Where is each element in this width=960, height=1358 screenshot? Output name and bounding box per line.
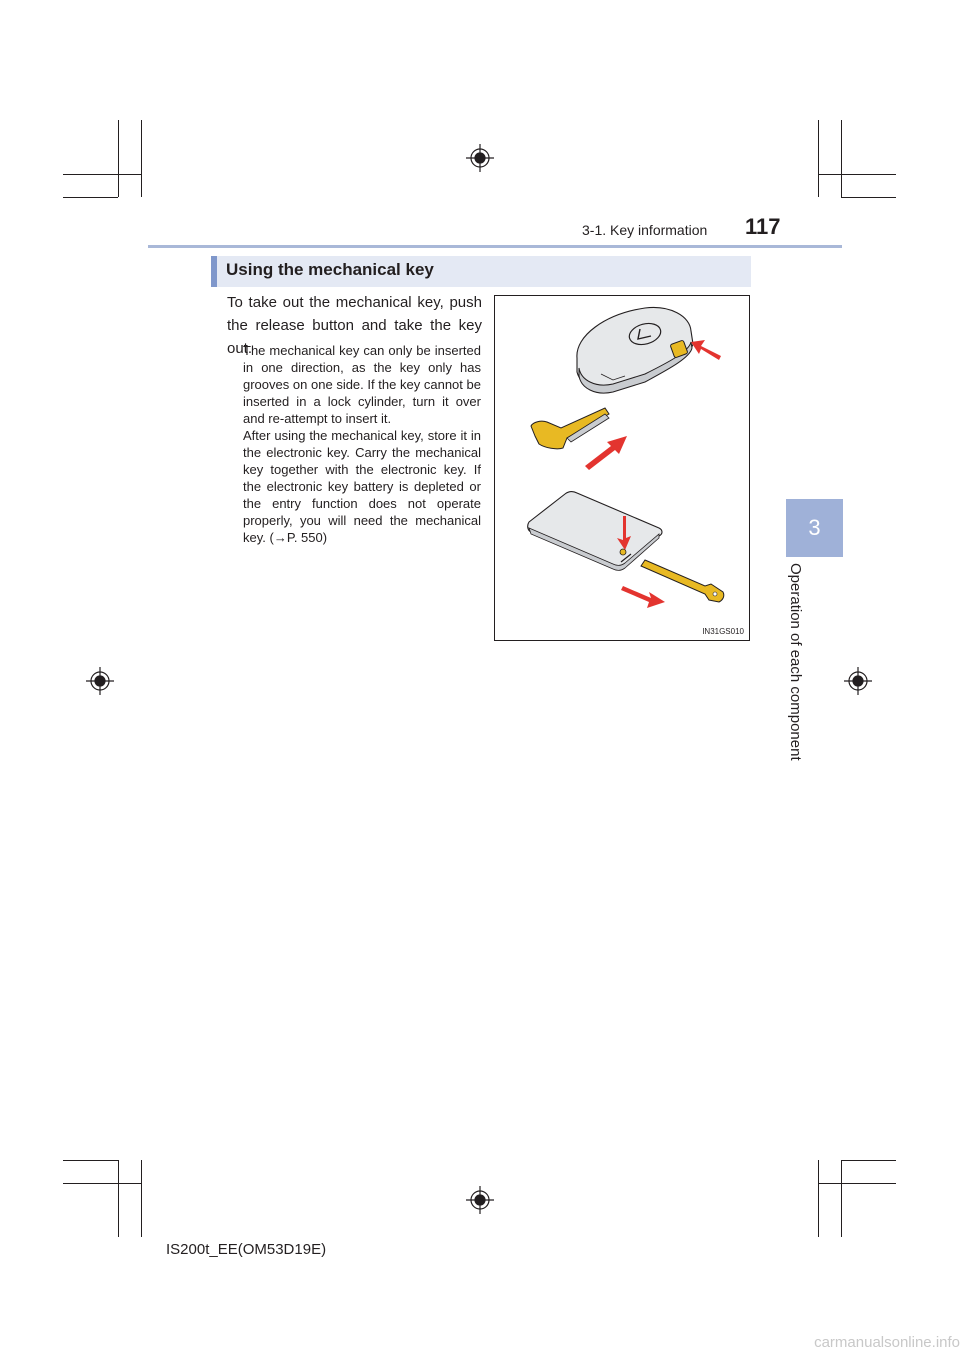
- card-key: [528, 492, 662, 571]
- note-paragraph-1: The mechanical key can only be inserted in one direction, as the key only has grooves on one side. If the key cannot be inserted in a lock cylinder, turn it over and re-attempt to insert it.: [243, 343, 481, 426]
- chapter-tab: [786, 499, 843, 557]
- chapter-title: Operation of each component: [787, 563, 804, 761]
- document-id: IS200t_EE(OM53D19E): [166, 1241, 327, 1258]
- chapter-title-vertical: [780, 563, 808, 763]
- smart-key-fob: [577, 308, 693, 394]
- page-number: 117: [745, 214, 781, 239]
- section-heading: Using the mechanical key: [226, 260, 434, 279]
- mechanical-key-top: [531, 408, 609, 449]
- intro-paragraph: To take out the mechanical key, push the release button and take the key out.: [227, 294, 482, 357]
- arrow-slide-icon: [621, 586, 665, 608]
- figure-code: IN31GS010: [702, 627, 744, 636]
- header-rule: [148, 245, 842, 248]
- watermark-text: carmanualsonline.info: [814, 1334, 960, 1351]
- section-header: 3-1. Key information: [582, 222, 708, 238]
- chapter-number: 3: [808, 515, 821, 540]
- key-diagram: [495, 296, 749, 640]
- note-paragraph-2: After using the mechanical key, store it in the electronic key. Carry the mechanical key together with the electronic key. If the electronic key battery is depleted or the entry function does not operate properly, you will need the mechanical key. (→P. 550): [243, 428, 481, 545]
- arrow-release-icon: [691, 340, 721, 360]
- watermark-link[interactable]: [630, 1334, 960, 1358]
- section-heading-bar: [211, 256, 751, 287]
- arrow-pull-icon: [585, 436, 627, 470]
- key-illustration: [494, 295, 750, 641]
